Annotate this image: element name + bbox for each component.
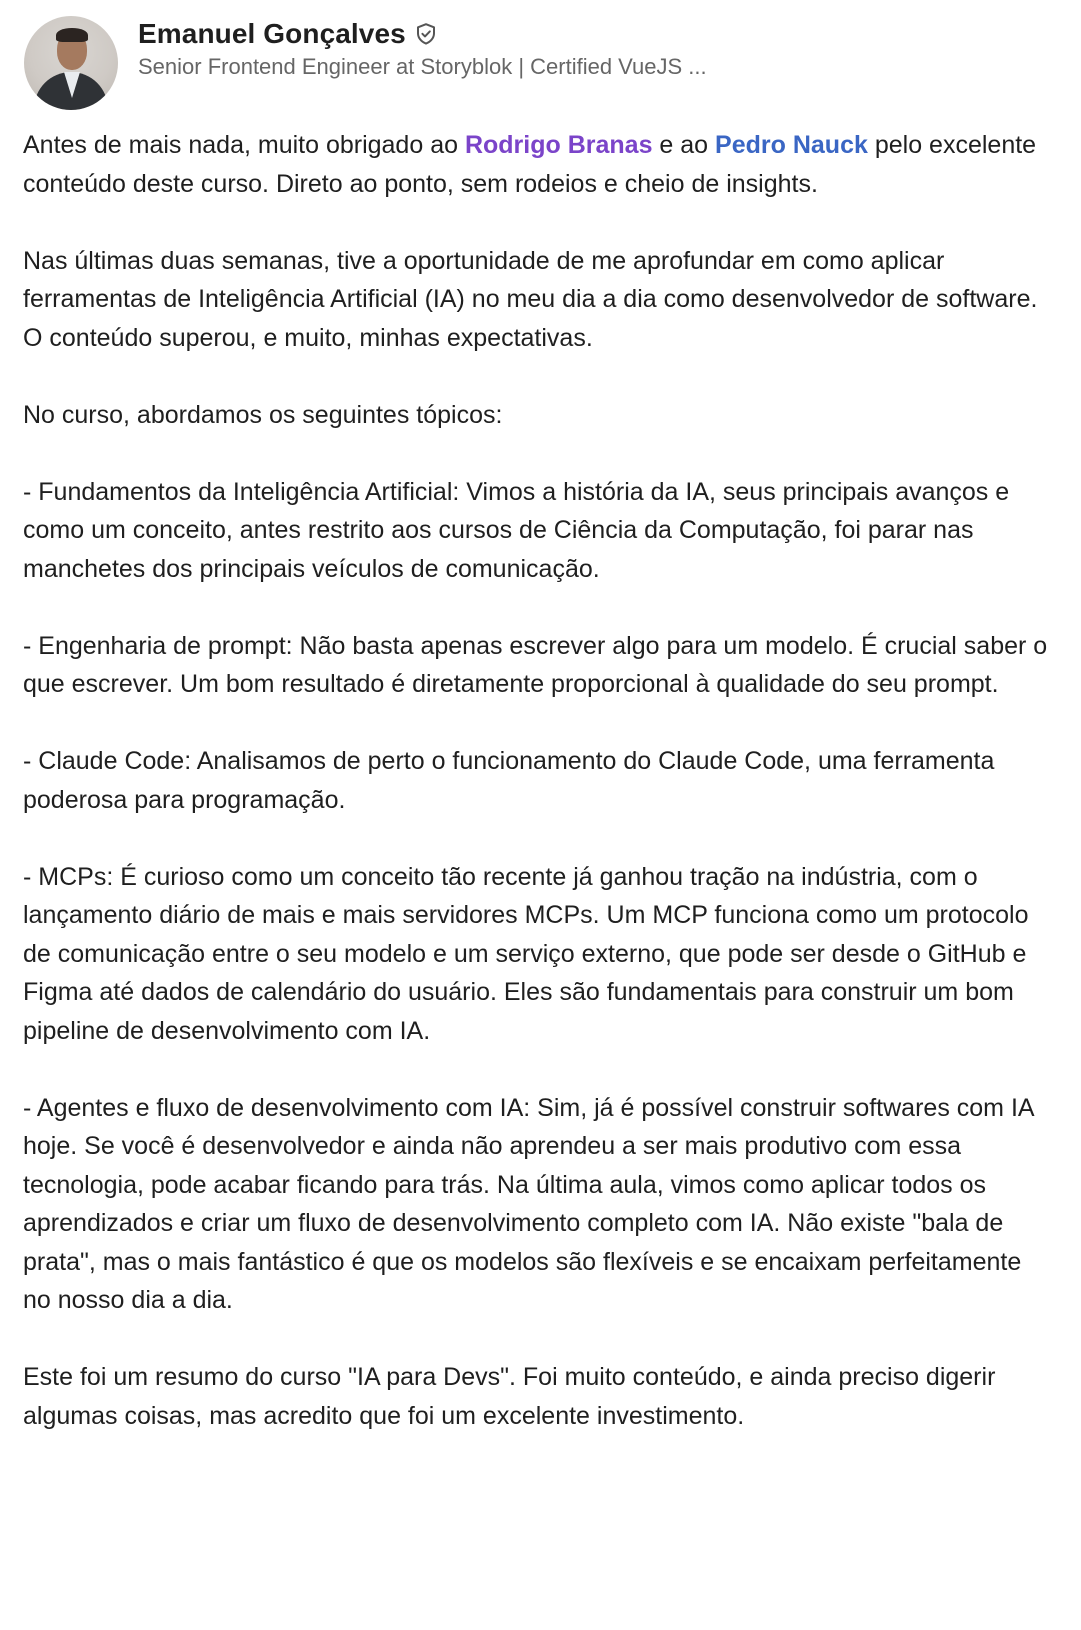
author-name-row (138, 16, 707, 52)
post-paragraph-9: Este foi um resumo do curso "IA para Devs". Foi muito conteúdo, e ainda preciso digerir algumas coisas, mas acredito que foi um excelente investimento. (23, 1363, 996, 1430)
author-avatar[interactable] (24, 16, 118, 110)
author-name[interactable]: Emanuel Gonçalves (138, 18, 406, 49)
mention-rodrigo-branas[interactable]: Rodrigo Branas (464, 131, 653, 159)
verified-shield-icon (414, 22, 438, 46)
mention-pedro-nauck[interactable]: Pedro Nauck (715, 131, 868, 159)
intro-text-middle: e ao (652, 131, 716, 159)
post-paragraph-8: - Agentes e fluxo de desenvolvimento com IA: Sim, já é possível construir softwares com IA hoje. Se você é desenvolvedor e ainda não aprendeu a ser mais produtivo com essa tecnologia, pode acabar ficando para trás. Na última aula, vimos como aplicar todos os aprendizados e criar um fluxo de desenvolvimento completo com IA. Não existe "bala de prata", mas o mais fantástico é que os modelos são flexíveis e se encaixam perfeitamente no nosso dia a dia. (23, 1093, 1034, 1314)
post-paragraph-5: - Engenharia de prompt: Não basta apenas escrever algo para um modelo. É crucial saber o que escrever. Um bom resultado é diretamente proporcional à qualidade do seu prompt. (23, 631, 1048, 698)
post-paragraph-4: - Fundamentos da Inteligência Artificial: Vimos a história da IA, seus principais avanços e como um conceito, antes restrito aos cursos de Ciência da Computação, foi parar nas manchetes dos principais veículos de comunicação. (23, 477, 1010, 583)
post-paragraph-7: - MCPs: É curioso como um conceito tão recente já ganhou tração na indústria, com o lançamento diário de mais e mais servidores MCPs. Um MCP funciona como um protocolo de comunicação entre o seu modelo e um serviço externo, que pode ser desde o GitHub e Figma até dados de calendário do usuário. Eles são fundamentais para construir um bom pipeline de desenvolvimento com IA. (23, 862, 1029, 1045)
intro-text-before: Antes de mais nada, muito obrigado ao (23, 131, 465, 159)
author-identity (138, 16, 707, 80)
avatar-hair-shape (56, 28, 88, 42)
post-header (24, 16, 707, 112)
post-paragraph-2: Nas últimas duas semanas, tive a oportunidade de me aprofundar em como aplicar ferramentas de Inteligência Artificial (IA) no meu dia a dia como desenvolvedor de software. O conteúdo superou, e muito, minhas expectativas. (23, 246, 1038, 352)
post-paragraph-3: No curso, abordamos os seguintes tópicos: (23, 400, 503, 429)
post-body (23, 126, 1053, 1435)
post-paragraph-6: - Claude Code: Analisamos de perto o funcionamento do Claude Code, uma ferramenta poderosa para programação. (23, 747, 995, 814)
intro-text-after: pelo excelente conteúdo deste curso. Direto ao ponto, sem rodeios e cheio de insights. (23, 131, 1037, 198)
author-headline: Senior Frontend Engineer at Storyblok | Certified VueJS ... (138, 54, 707, 79)
post-paragraph-intro (23, 126, 1053, 203)
